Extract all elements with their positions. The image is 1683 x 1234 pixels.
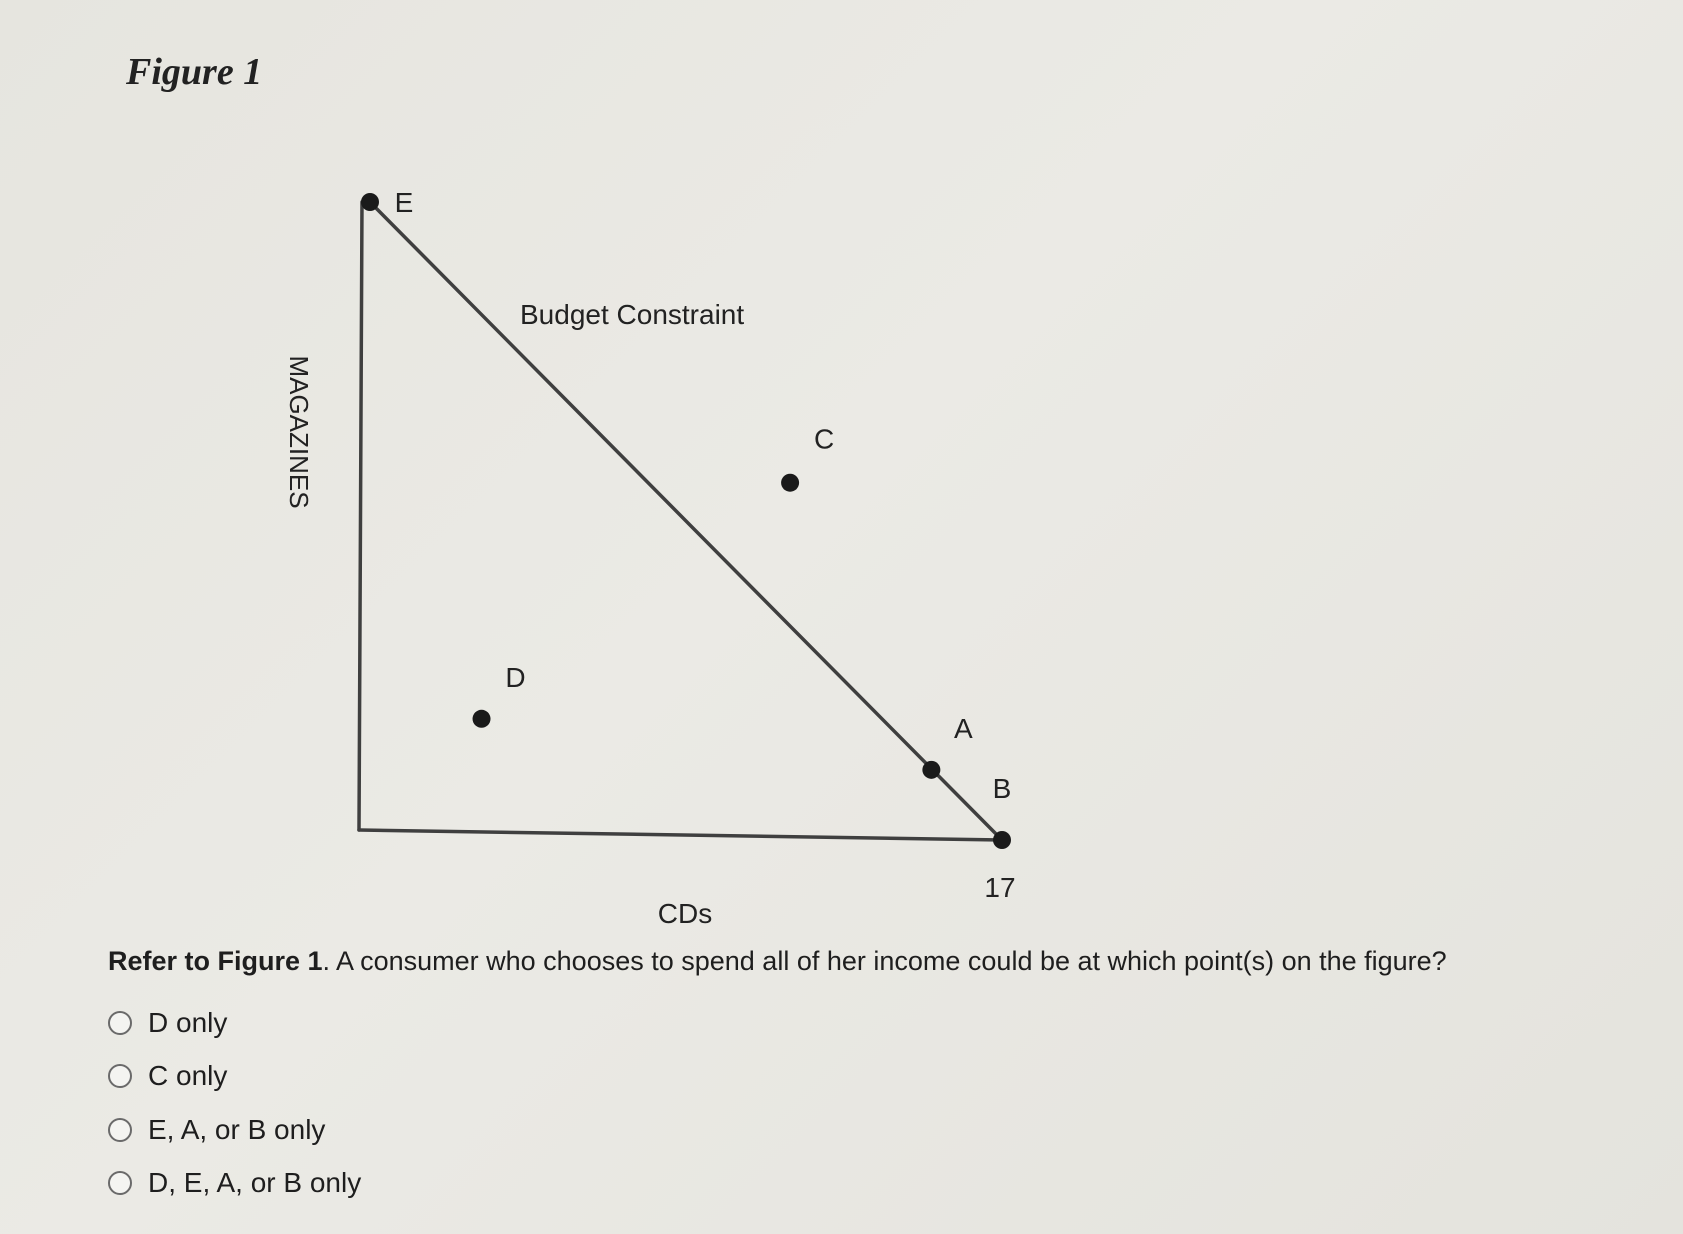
option-label: C only: [148, 1060, 228, 1092]
question-body: . A consumer who chooses to spend all of her income could be at which point(s) on the figure?: [322, 946, 1447, 976]
y-axis-label: MAGAZINES: [284, 355, 314, 509]
point-e-marker: [361, 193, 379, 211]
budget-constraint-line: [370, 202, 1002, 840]
point-d-label: D: [505, 661, 526, 693]
budget-constraint-label: Budget Constraint: [520, 299, 745, 330]
point-c-marker: [781, 474, 799, 492]
point-a-label: A: [954, 712, 973, 744]
option-e-a-b-only[interactable]: [108, 1103, 361, 1157]
option-label: D only: [148, 1006, 228, 1038]
x-axis-label: CDs: [657, 898, 713, 929]
x-axis: [359, 830, 1002, 840]
radio-button[interactable]: [108, 1064, 132, 1088]
option-c-only[interactable]: [108, 1050, 361, 1104]
point-b-label: B: [992, 773, 1012, 804]
radio-button[interactable]: [108, 1011, 132, 1035]
option-label: D, E, A, or B only: [148, 1167, 362, 1199]
y-axis: [359, 202, 362, 830]
point-b-marker: [993, 831, 1011, 849]
question-text: [108, 946, 1578, 977]
figure-title: Figure 1: [126, 51, 263, 93]
radio-button[interactable]: [108, 1118, 132, 1142]
question-figure-ref: Refer to Figure 1: [108, 946, 323, 976]
option-label: E, A, or B only: [148, 1113, 326, 1145]
point-e-label: E: [394, 187, 414, 218]
option-d-only[interactable]: [108, 996, 361, 1050]
point-c-label: C: [813, 423, 835, 455]
option-d-e-a-b-only[interactable]: [108, 1157, 361, 1211]
point-a-marker: [922, 761, 940, 779]
x-tick-label: 17: [984, 872, 1016, 903]
radio-button[interactable]: [108, 1171, 132, 1195]
point-d-marker: [473, 710, 491, 728]
answer-options: [108, 996, 361, 1210]
